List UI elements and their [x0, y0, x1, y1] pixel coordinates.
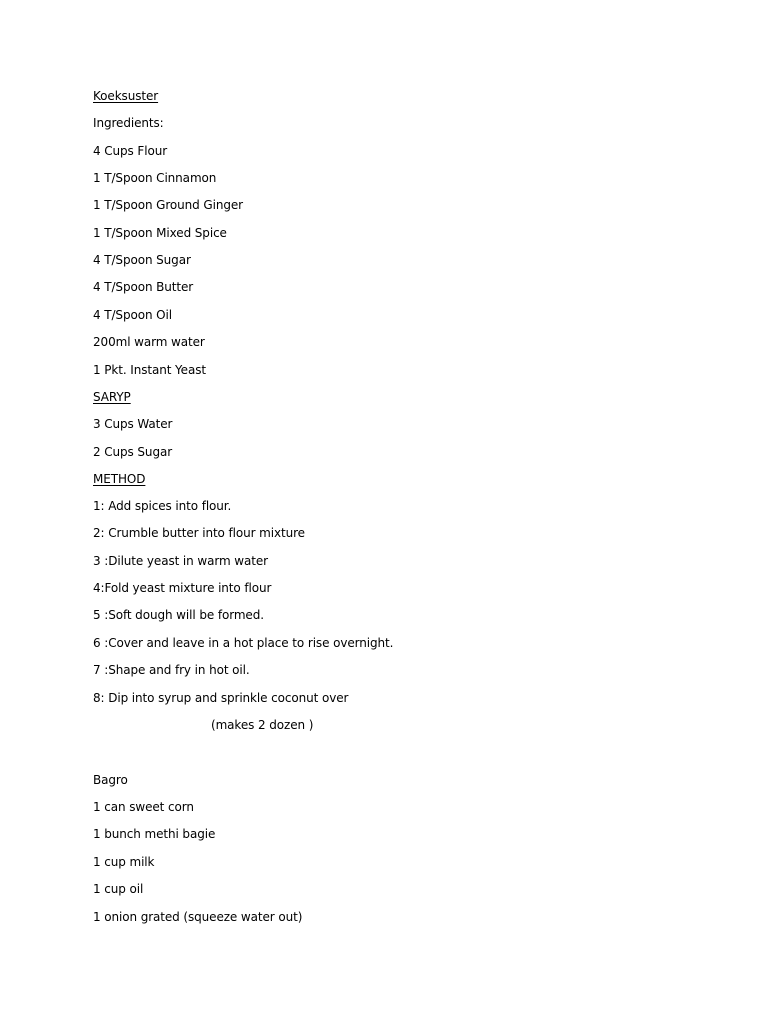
- ingredient-line: 200ml warm water: [93, 335, 205, 349]
- ingredient-line: 1 Pkt. Instant Yeast: [93, 363, 206, 377]
- recipe-title: Bagro: [93, 773, 128, 787]
- method-step: 8: Dip into syrup and sprinkle coconut over: [93, 691, 349, 705]
- method-step: 2: Crumble butter into flour mixture: [93, 526, 305, 540]
- ingredient-line: 1 cup oil: [93, 882, 144, 896]
- method-step: 7 :Shape and fry in hot oil.: [93, 663, 250, 677]
- ingredient-line: 1 T/Spoon Ground Ginger: [93, 198, 243, 212]
- ingredient-line: 4 T/Spoon Sugar: [93, 253, 191, 267]
- ingredient-line: 1 T/Spoon Cinnamon: [93, 171, 217, 185]
- ingredient-line: 1 can sweet corn: [93, 800, 194, 814]
- method-step: 3 :Dilute yeast in warm water: [93, 554, 268, 568]
- ingredient-line: 4 T/Spoon Oil: [93, 308, 172, 322]
- ingredient-line: 1 T/Spoon Mixed Spice: [93, 226, 227, 240]
- ingredient-line: 1 bunch methi bagie: [93, 827, 216, 841]
- method-heading: METHOD: [93, 472, 146, 486]
- syrup-line: 3 Cups Water: [93, 417, 173, 431]
- method-step: 6 :Cover and leave in a hot place to rise overnight.: [93, 636, 394, 650]
- method-step: 1: Add spices into flour.: [93, 499, 232, 513]
- syrup-heading: SARYP: [93, 390, 131, 404]
- recipe-title: Koeksuster: [93, 89, 159, 103]
- method-step: 4:Fold yeast mixture into flour: [93, 581, 272, 595]
- ingredient-line: 4 Cups Flour: [93, 144, 168, 158]
- yield-note: (makes 2 dozen ): [211, 718, 314, 732]
- ingredient-line: 1 onion grated (squeeze water out): [93, 910, 303, 924]
- ingredients-heading: Ingredients:: [93, 116, 164, 130]
- ingredient-line: 4 T/Spoon Butter: [93, 280, 194, 294]
- syrup-line: 2 Cups Sugar: [93, 445, 173, 459]
- ingredient-line: 1 cup milk: [93, 855, 155, 869]
- method-step: 5 :Soft dough will be formed.: [93, 608, 264, 622]
